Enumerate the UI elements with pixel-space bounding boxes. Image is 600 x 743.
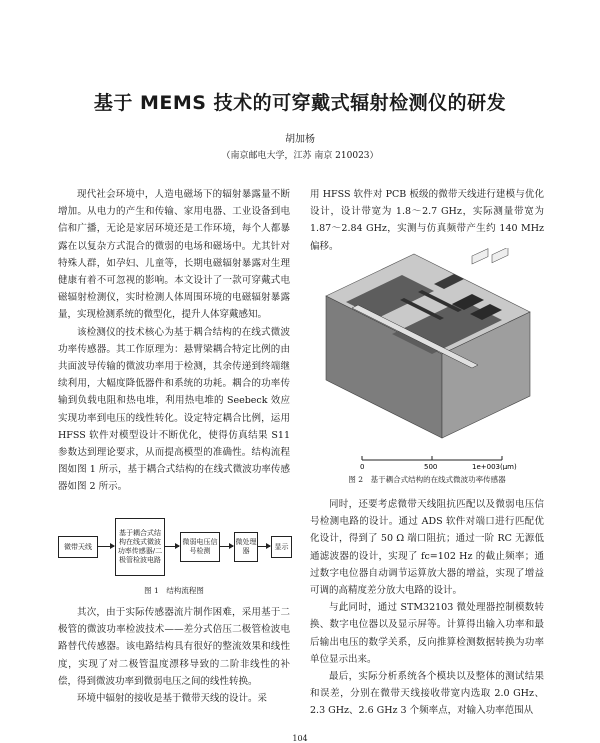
- left-column-bottom: [58, 604, 290, 707]
- figure-1-flowchart: [58, 518, 290, 580]
- left-column-top: [58, 186, 290, 496]
- flow-arrow: [257, 546, 270, 547]
- figure-2-caption: 图 2 基于耦合式结构的在线式微波功率传感器: [348, 475, 506, 484]
- scale-tick-0: 0: [360, 463, 365, 470]
- paragraph: 现代社会环境中，人造电磁场下的辐射暴露量不断增加。从电力的产生和传输、家用电器、工业设备到电信和广播，无论是家居环境还是工作环境，每个人都暴露在以复杂方式混合的微弱的电场和磁场中。尤其针对特殊人群，如孕妇、儿童等，长期电磁辐射暴露对生理健康有着不可忽视的影响。本文设计了一款可穿戴式电磁辐射检测仪，实时检测人体周围环境的电磁辐射暴露量，实现检测系统的微型化，提升人体穿戴感知。: [58, 189, 290, 321]
- paragraph: 其次，由于实际传感器流片制作困难，采用基于二极管的微波功率检波技术——差分式倍压二极管检波电路替代传感器。该电路结构具有很好的整流效果和线性度，实现了对二极管温度漂移导致的二阶非线性的补偿，得到微波功率到微弱电压之间的线性转换。: [58, 607, 290, 687]
- flow-box-antenna: 微带天线: [58, 536, 98, 558]
- flow-box-detection: 微弱电压信号检测: [180, 532, 220, 562]
- flow-arrow: [164, 546, 179, 547]
- figure-2-sensor-render: [322, 248, 534, 470]
- paragraph: 用 HFSS 软件对 PCB 板级的微带天线进行建模与优化设计，设计带宽为 1.8～2.7 GHz，实际测量带宽为 1.87～2.84 GHz，实测与仿真频带产生约 140 MHz 偏移。: [310, 189, 544, 252]
- paragraph: 该检测仪的技术核心为基于耦合结构的在线式微波功率传感器。其工作原理为：悬臂梁耦合特定比例的由共面波导传输的微波功率用于检测，其余传递到终端继续利用，大幅度降低器件和系统的功耗。耦合的功率传输到负载电阻和热电堆，利用热电堆的 Seebeck 效应实现功率到电压的线性转化。设定特定耦合比例，运用 HFSS 软件对模型设计不断优化，使得仿真结果 S11 参数达到理论要求，从而提高模型的准确性。结构流程图如图 1 所示，基于耦合式结构的在线式微波功率传感器如图 2 所示。: [58, 326, 290, 493]
- scale-tick-1000: 1e+003(μm): [472, 463, 517, 470]
- paragraph: 同时，还要考虑微带天线阻抗匹配以及微弱电压信号检测电路的设计。通过 ADS 软件对端口进行匹配优化设计，得到了 50 Ω 端口阻抗；通过一阶 RC 无源低通滤波器的设计，实现了 fc=102 Hz 的截止频率；通过数字电位器自动调节运算放大器的增益，实现了增益可调的高精度差分放大电路的设计。: [310, 499, 544, 597]
- right-column-bottom: [310, 496, 544, 720]
- flow-box-mcu: 微处理器: [234, 532, 258, 562]
- paragraph: 与此同时，通过 STM32103 微处理器控制模数转换、数字电位器以及显示屏等。计算得出输入功率和最后输出电压的数学关系，反向推算检测数据转换为功率单位显示出来。: [310, 602, 544, 665]
- paragraph: 最后，实际分析系统各个模块以及整体的测试结果和误差，分别在微带天线接收带宽内选取 2.0 GHz、2.3 GHz、2.6 GHz 3 个频率点，对输入功率范围从: [310, 671, 544, 717]
- flow-box-sensor: 基于耦合式结构在线式微波功率传感器/二极管检波电路: [115, 518, 165, 576]
- scale-tick-500: 500: [424, 463, 438, 470]
- right-column-top: [310, 186, 544, 255]
- figure-1-caption: 图 1 结构流程图: [144, 586, 204, 595]
- flow-box-display: 显示: [271, 536, 292, 558]
- sensor-3d-image: [322, 248, 534, 470]
- paragraph: 环境中辐射的接收是基于微带天线的设计。采: [77, 693, 268, 705]
- flow-arrow: [97, 546, 114, 547]
- page-number: 104: [292, 734, 308, 743]
- author: 胡加杨: [285, 134, 315, 145]
- paper-title: 基于 MEMS 技术的可穿戴式辐射检测仪的研发: [93, 92, 507, 114]
- flow-arrow: [219, 546, 233, 547]
- affiliation: （南京邮电大学，江苏 南京 210023）: [221, 151, 379, 161]
